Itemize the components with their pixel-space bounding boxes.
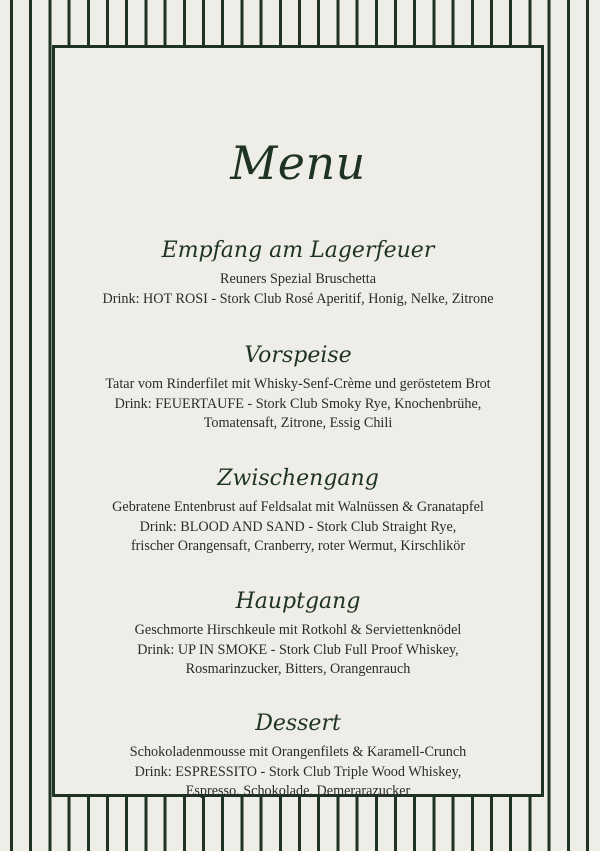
menu-section-dessert [55,711,541,802]
menu-section-hauptgang [55,589,541,680]
drink-line: Drink: HOT ROSI - Stork Club Rosé Aperitif, Honig, Nelke, Zitrone [102,290,494,307]
dish-line: Reuners Spezial Bruschetta [219,271,376,287]
menu-card [52,45,544,800]
section-heading: Dessert [255,711,341,736]
drink-line-continued: Tomatensaft, Zitrone, Essig Chili [203,415,393,432]
drink-line: Drink: BLOOD AND SAND - Stork Club Straight Rye, [139,518,457,535]
drink-line-continued: Rosmarinzucker, Bitters, Orangenrauch [185,661,411,678]
section-heading: Zwischengang [217,466,379,491]
menu-section-zwischengang [55,466,541,557]
menu-section-empfang [55,238,541,309]
dish-line: Geschmorte Hirschkeule mit Rotkohl & Serviettenknödel [134,622,462,638]
dish-line: Schokoladenmousse mit Orangenfilets & Karamell-Crunch [129,744,467,760]
drink-line: Drink: UP IN SMOKE - Stork Club Full Proof Whiskey, [137,641,459,658]
drink-line-continued: Espresso, Schokolade, Demerarazucker [185,783,411,800]
section-heading: Empfang am Lagerfeuer [161,238,435,263]
menu-section-vorspeise [55,343,541,434]
section-heading: Vorspeise [244,343,352,368]
drink-line: Drink: FEUERTAUFE - Stork Club Smoky Rye, Knochenbrühe, [114,395,482,412]
drink-line-continued: frischer Orangensaft, Cranberry, roter Wermut, Kirschlikör [130,538,466,555]
menu-title: Menu [230,136,366,190]
dish-line: Gebratene Entenbrust auf Feldsalat mit Walnüssen & Granatapfel [112,499,484,515]
section-heading: Hauptgang [235,589,361,614]
dish-line: Tatar vom Rinderfilet mit Whisky-Senf-Crème und geröstetem Brot [105,376,491,392]
drink-line: Drink: ESPRESSITO - Stork Club Triple Wood Whiskey, [134,763,462,780]
